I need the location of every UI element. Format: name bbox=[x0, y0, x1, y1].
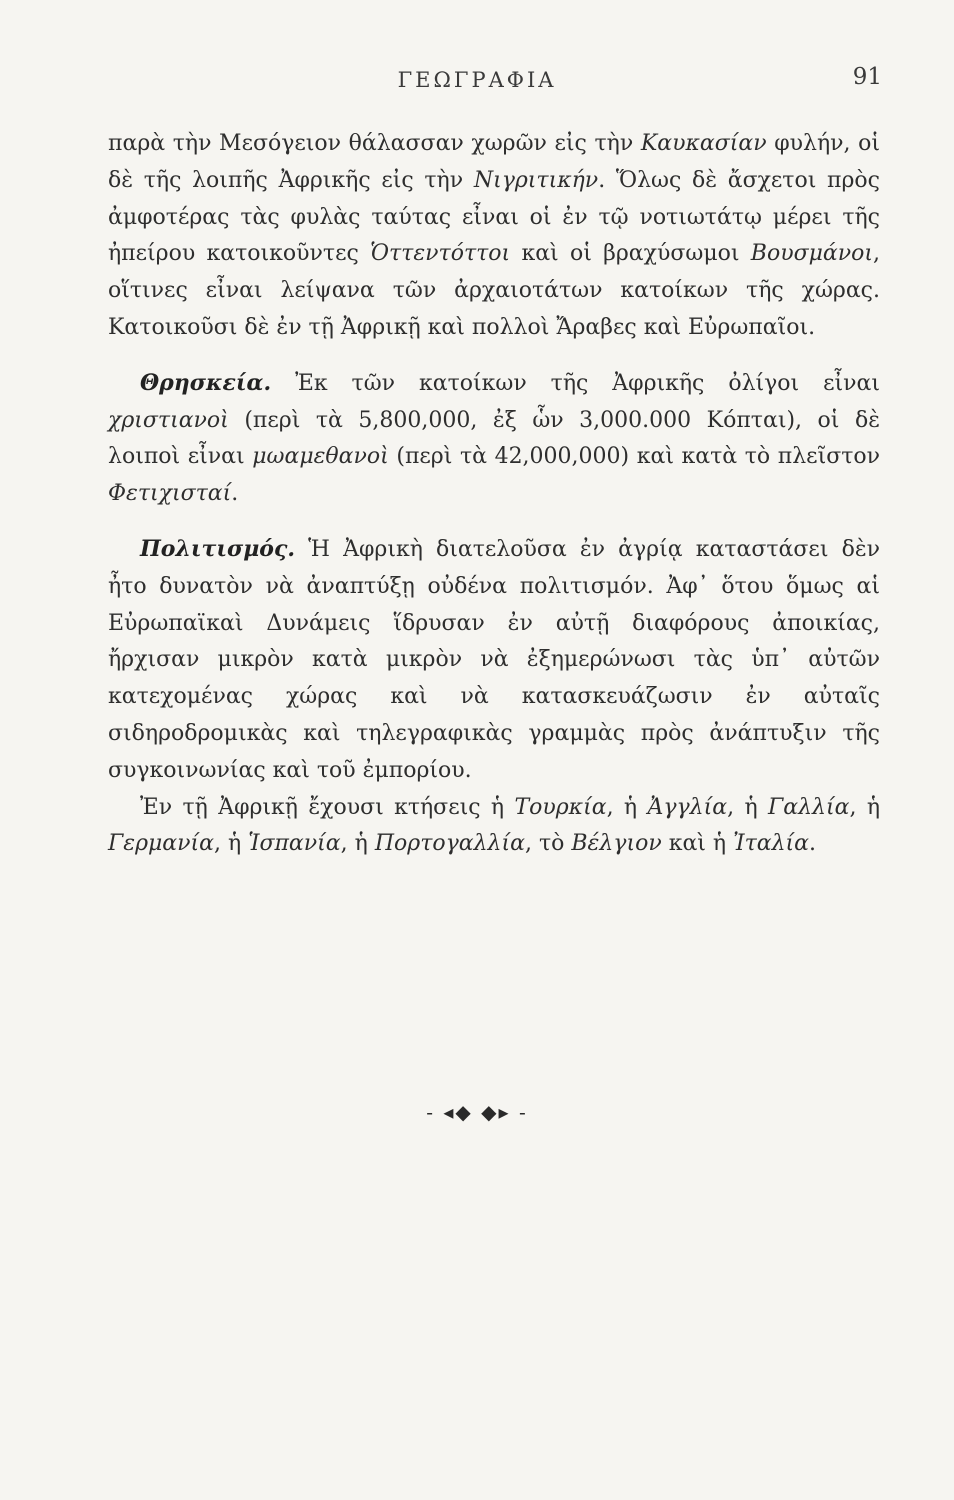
term-nigritic: Νιγριτικήν bbox=[473, 167, 599, 193]
separator: , ἡ bbox=[340, 831, 375, 857]
term-fetishists: Φετιχισταί bbox=[108, 481, 232, 507]
separator: , τὸ bbox=[524, 831, 572, 857]
term-bushmen: Βουσμάνοι bbox=[750, 241, 873, 267]
heading-civilization: Πολιτισμός. bbox=[140, 535, 296, 562]
country-england: Ἀγγλία bbox=[647, 794, 728, 820]
heading-religion: Θρησκεία. bbox=[140, 369, 272, 396]
term-hottentots: Ὁττεντόττοι bbox=[370, 241, 511, 267]
text-segment: (περὶ τὰ 42,000,000) καὶ κατὰ τὸ πλεῖστον bbox=[388, 444, 880, 470]
country-spain: Ἱσπανία bbox=[248, 831, 341, 857]
text-segment: Ἡ Ἀφρικὴ διατελοῦσα ἐν ἀγρίᾳ καταστάσει δὲν ἦτο δυνατὸν νὰ ἀναπτύξῃ οὐδένα πολιτισμόν. Ἀφ᾽ ὅτου ὅμως αἱ Εὐρωπαϊκαὶ Δυνάμεις ἵδρυσαν ἐν αὐτῇ διαφόρους ἀποικίας, ἤρχισαν μικρὸν κατὰ μικρὸν νὰ ἐξημερώνωσι τὰς ὑπ᾽ αὐτῶν κατεχομένας χώρας καὶ νὰ κατασκευάζωσιν ἐν αὐταῖς σιδηροδρομικὰς καὶ τηλεγραφικὰς γραμμὰς πρὸς ἀνάπτυξιν τῆς συγκοινωνίας καὶ τοῦ ἐμπορίου. bbox=[108, 536, 880, 783]
tailpiece-ornament-icon: - ◂◆ ◆▸ - bbox=[426, 1100, 528, 1124]
country-belgium: Βέλγιον bbox=[571, 831, 662, 857]
text-segment: . bbox=[231, 481, 239, 507]
running-head bbox=[0, 62, 954, 102]
separator: , ἡ bbox=[849, 794, 881, 820]
paragraph-religion bbox=[108, 365, 880, 513]
body-text bbox=[108, 126, 880, 863]
country-germany: Γερμανία bbox=[108, 831, 215, 857]
text-segment: . Ὅλως δὲ ἄσχετοι πρὸς ἀμφοτέρας τὰς φυλὰς ταύτας εἶναι οἱ ἐν τῷ νοτιωτάτῳ μέρει τῆς ἠπείρου κατοικοῦντες bbox=[108, 167, 880, 267]
term-caucasian: Καυκασίαν bbox=[640, 131, 767, 156]
country-turkey: Τουρκία bbox=[514, 794, 607, 820]
separator: , ἡ bbox=[606, 794, 648, 820]
paragraph-civilization bbox=[108, 531, 880, 790]
text-segment: (περὶ τὰ 5,800,000, ἐξ ὧν 3,000.000 Κόπται), οἱ δὲ λοιποὶ εἶναι bbox=[108, 407, 880, 470]
text-segment: παρὰ τὴν Μεσόγειον θάλασσαν χωρῶν εἰς τὴν bbox=[108, 131, 641, 156]
term-muslims: μωαμεθανοὶ bbox=[252, 444, 389, 470]
country-france: Γαλλία bbox=[767, 794, 850, 820]
country-portugal: Πορτογαλλία bbox=[374, 831, 525, 857]
paragraph-races bbox=[108, 126, 880, 347]
text-segment: Ἐν τῇ Ἀφρικῇ ἔχουσι κτήσεις ἡ bbox=[140, 794, 515, 820]
text-segment: φυλήν, οἱ δὲ τῆς λοιπῆς Ἀφρικῆς εἰς τὴν bbox=[108, 131, 880, 193]
separator: , ἡ bbox=[214, 831, 249, 857]
separator: καὶ ἡ bbox=[661, 831, 734, 857]
text-segment: Ἐκ τῶν κατοίκων τῆς Ἀφρικῆς ὀλίγοι εἶναι bbox=[271, 370, 880, 396]
running-head-title: ΓΕΩΓΡΑΦΙΑ bbox=[397, 68, 557, 92]
text-segment: καὶ οἱ βραχύσωμοι bbox=[510, 241, 751, 267]
separator: , ἡ bbox=[727, 794, 768, 820]
page-number: 91 bbox=[852, 64, 882, 90]
country-italy: Ἰταλία bbox=[733, 831, 810, 857]
text-segment: , οἵτινες εἶναι λείψανα τῶν ἀρχαιοτάτων κατοίκων τῆς χώρας. Κατοικοῦσι δὲ ἐν τῇ Ἀφρικῇ καὶ πολλοὶ Ἄραβες καὶ Εὐρωπαῖοι. bbox=[108, 241, 880, 340]
paragraph-possessions bbox=[108, 790, 880, 864]
text-segment: . bbox=[809, 831, 817, 857]
term-christians: χριστιανοὶ bbox=[108, 407, 229, 433]
